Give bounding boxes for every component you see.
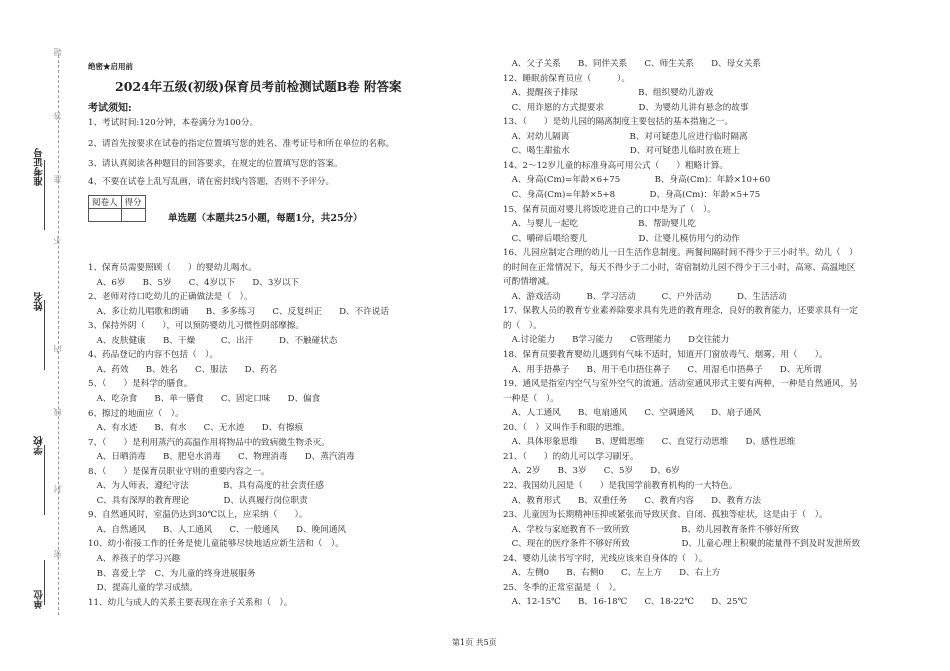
seal-mark: 答: [53, 112, 62, 120]
question-line: A、提醒孩子排尿 B、组织婴幼儿游戏: [503, 88, 714, 99]
question-line: 的（ ）。: [503, 320, 542, 331]
question-line: 17、保教人员的教育专业素养除要求具有先进的教育理念，良好的教育能力，还要求具有一定: [503, 306, 858, 317]
question-line: A、12-15℃ B、16-18℃ C、18-22℃ D、25℃: [503, 597, 748, 608]
question-line: 15、保育员面对婴儿将饭吃进自己的口中是为了（ ）。: [503, 204, 716, 215]
question-line: 19、通风是指室内空气与室外空气的流通。活动室通风形式主要有两种，一种是自然通风，另: [503, 379, 858, 390]
seal-mark: 不: [53, 236, 62, 244]
score-table: [88, 195, 146, 222]
notice-line: 3、请认真阅读各种题目的回答要求，在规定的位置填写您的答案。: [88, 159, 343, 169]
seal-mark: 题: [53, 48, 62, 56]
seal-mark: 封: [53, 485, 62, 493]
notice-heading: 考试须知:: [88, 103, 132, 114]
question-line: A、教育形式 B、双重任务 C、教育内容 D、教育方法: [503, 495, 762, 506]
underline: [44, 160, 46, 230]
question-line: A、6岁 B、5岁 C、4岁以下 D、3岁以下: [88, 277, 300, 288]
seal-mark: 内: [53, 345, 62, 353]
question-line: 9、自然通风时，室温仍达到30℃以上，应采纳（ ）。: [88, 510, 308, 521]
question-line: 18、保育员要教育婴幼儿遇到有气味不适时，知道开门窗放毒气、烟雾，用（ ）。: [503, 350, 828, 360]
seal-line: [58, 55, 59, 615]
question-line: 6、擦过的地面应（ ）。: [88, 408, 184, 419]
seal-mark: 线: [53, 408, 62, 416]
section-heading: 单选题（本题共25小题，每题1分，共25分）: [168, 213, 363, 224]
notice-line: 1、考试时间:120分钟，本卷满分为100分。: [88, 118, 259, 128]
question-line: 20、（ ）又叫作手和眼的思维。: [503, 422, 630, 433]
question-line: A、游戏活动 B、学习活动 C、户外活动 D、生活活动: [503, 291, 787, 302]
seal-mark: 准: [53, 175, 62, 183]
side-label-school: 学校: [34, 436, 45, 455]
question-line: A、对幼儿隔离 B、对可疑患儿应进行临时隔离: [503, 131, 748, 142]
question-line: A、自然通风 B、人工通风 C、一般通风 D、晚间通风: [88, 524, 347, 535]
question-line: A、父子关系 B、同伴关系 C、师生关系 D、母女关系: [503, 59, 762, 69]
question-line: 10、幼小衔接工作的任务是使儿童能够尽快地适应新生活和（ ）。: [88, 539, 344, 550]
seal-mark: 密: [53, 550, 62, 558]
question-line: 21、（ ）的幼儿可以学习刷牙。: [503, 451, 639, 462]
question-line: A、学校与家庭教育不一致所致 B、幼儿园教育条件不够好所致: [503, 524, 800, 535]
grader-blank: [89, 209, 122, 222]
question-line: C、喝生甜盐水 D、对可疑患儿临时放在班上: [503, 146, 740, 157]
question-line: A、日晒消毒 B、肥皂水消毒 C、物理消毒 D、蒸汽消毒: [88, 452, 355, 463]
side-label-exam-number: 准考证号: [34, 148, 45, 186]
question-line: 14、2～12岁儿童的标准身高可用公式（ ）粗略计算。: [503, 160, 728, 171]
question-line: A、有水迹 B、有水 C、无水迹 D、有擦痕: [88, 423, 304, 434]
question-line: 25、冬季的正常室温是（ ）。: [503, 582, 622, 593]
question-line: 13、（ ）是幼儿园的隔离制度主要包括的基本措施之一。: [503, 117, 734, 128]
notice-line: 4、不要在试卷上乱写乱画，请在密封线内答题，否则不予评分。: [88, 177, 335, 187]
question-line: A、与婴儿一起吃 B、帮助婴儿吃: [503, 219, 696, 230]
question-line: C、身高(Cm)=年龄×5+8 D、身高(Cm)：年龄×5+75: [503, 189, 761, 200]
underline: [44, 445, 46, 515]
underline: [44, 300, 46, 370]
question-line: A、具体形象思维 B、逻辑思维 C、直觉行动思维 D、感性思维: [503, 437, 796, 448]
grader-cell: 阅卷人: [89, 196, 122, 209]
question-line: 11、幼儿与成人的关系主要表现在亲子关系和（ ）。: [88, 597, 293, 608]
score-cell: 得分: [121, 196, 145, 209]
question-line: C、现在的医疗条件不够好所致 D、儿童心理上积聚的能量得不到及时发泄所致: [503, 539, 861, 550]
question-line: A、药效 B、姓名 C、服法 D、药名: [88, 364, 278, 375]
question-line: A、人工通风 B、电扇通风 C、空调通风 D、扇子通风: [503, 408, 762, 419]
question-line: 3、保持外阴（ ），可以预防婴幼儿习惯性阴部摩擦。: [88, 321, 305, 332]
question-line: C、嚼碎后喂给婴儿 D、让婴儿模仿用勺的动作: [503, 233, 740, 244]
page-footer: 第1页 共5页: [452, 638, 497, 647]
secret-mark: 绝密★启用前: [88, 62, 133, 71]
underline: [44, 560, 46, 605]
question-line: 4、药品登记的内容不包括（ ）。: [88, 350, 219, 361]
question-line: 23、儿童因为长期精神压抑或紧张而导致厌食、自闭、孤独等症状，这是由于（ ）。: [503, 510, 828, 521]
question-line: C、具有深厚的教育理论 D、认真履行岗位职责: [88, 495, 308, 506]
score-blank: [121, 209, 145, 222]
question-line: 16、儿园应制定合理的幼儿一日生活作息制度。两餐间隔时间不得少于三小时半。幼儿（ ）: [503, 248, 858, 259]
question-line: 可酌情增减。: [503, 277, 555, 288]
question-line: A、左侧0 B、右侧0 C、左上方 D、右上方: [503, 568, 721, 579]
question-line: A、为人师表，遵纪守法 B、具有高度的社会责任感: [88, 481, 324, 492]
question-line: D、提高儿童的学习成绩。: [88, 583, 199, 594]
question-line: A.讨论能力 B学习能力 C管理能力 D交往能力: [503, 335, 730, 346]
question-line: A、2岁 B、3岁 C、5岁 D、6岁: [503, 466, 680, 477]
question-line: A、身高(Cm)=年龄×6+75 B、身高(Cm)：年龄×10+60: [503, 175, 771, 186]
question-line: 的时间在正常情况下，每天不得少于二小时，寄宿制幼儿园不得少于三小时，高寒、高温地区: [503, 262, 856, 273]
question-line: 1、保育员需要照顾（ ）的婴幼儿喝水。: [88, 263, 257, 273]
question-line: A、用手捂鼻子 B、用干毛巾捂住鼻子 C、用湿毛巾捂鼻子 D、无所谓: [503, 364, 822, 375]
question-line: 5、（ ）是科学的膳食。: [88, 379, 193, 390]
side-label-unit: 单位: [34, 590, 45, 609]
question-line: A、吃杂食 B、单一膳食 C、固定口味 D、偏食: [88, 393, 321, 404]
question-line: 22、我国幼儿园是（ ）是我国学前教育机构的一大特色。: [503, 480, 738, 491]
question-line: 24、婴幼儿读书写字时，光线应该来自身体的（ ）。: [503, 553, 708, 564]
question-line: 7、（ ）是利用蒸汽的高温作用将物品中的致病微生物杀灭。: [88, 437, 330, 448]
side-label-name: 姓名: [34, 292, 45, 311]
question-line: B、喜爱上学 C、为儿童的终身进展服务: [88, 568, 256, 579]
question-line: A、皮肤健康 B、干燥 C、出汗 D、不触碰状态: [88, 335, 338, 346]
notice-line: 2、请首先按要求在试卷的指定位置填写您的姓名、准考证号和所在单位的名称。: [88, 139, 395, 149]
question-line: C、用诈愿的方式提要求 D、为婴幼儿讲有悬念的故事: [503, 102, 749, 113]
question-line: A、养孩子的学习兴趣: [88, 554, 181, 564]
question-line: 一种是（ ）。: [503, 393, 559, 404]
page-title: 2024年五级(初级)保育员考前检测试题B卷 附答案: [115, 79, 402, 94]
question-line: 8、（ ）是保育员职业守则的重要内容之一。: [88, 466, 270, 477]
question-line: A、多让幼儿唱歌和朗诵 B、多多练习 C、反复纠正 D、不许说话: [88, 306, 389, 317]
question-line: 12、睡眠前保育员应（ ）。: [503, 73, 630, 84]
question-line: 2、老师对待口吃幼儿的正确做法是（ ）。: [88, 292, 253, 303]
